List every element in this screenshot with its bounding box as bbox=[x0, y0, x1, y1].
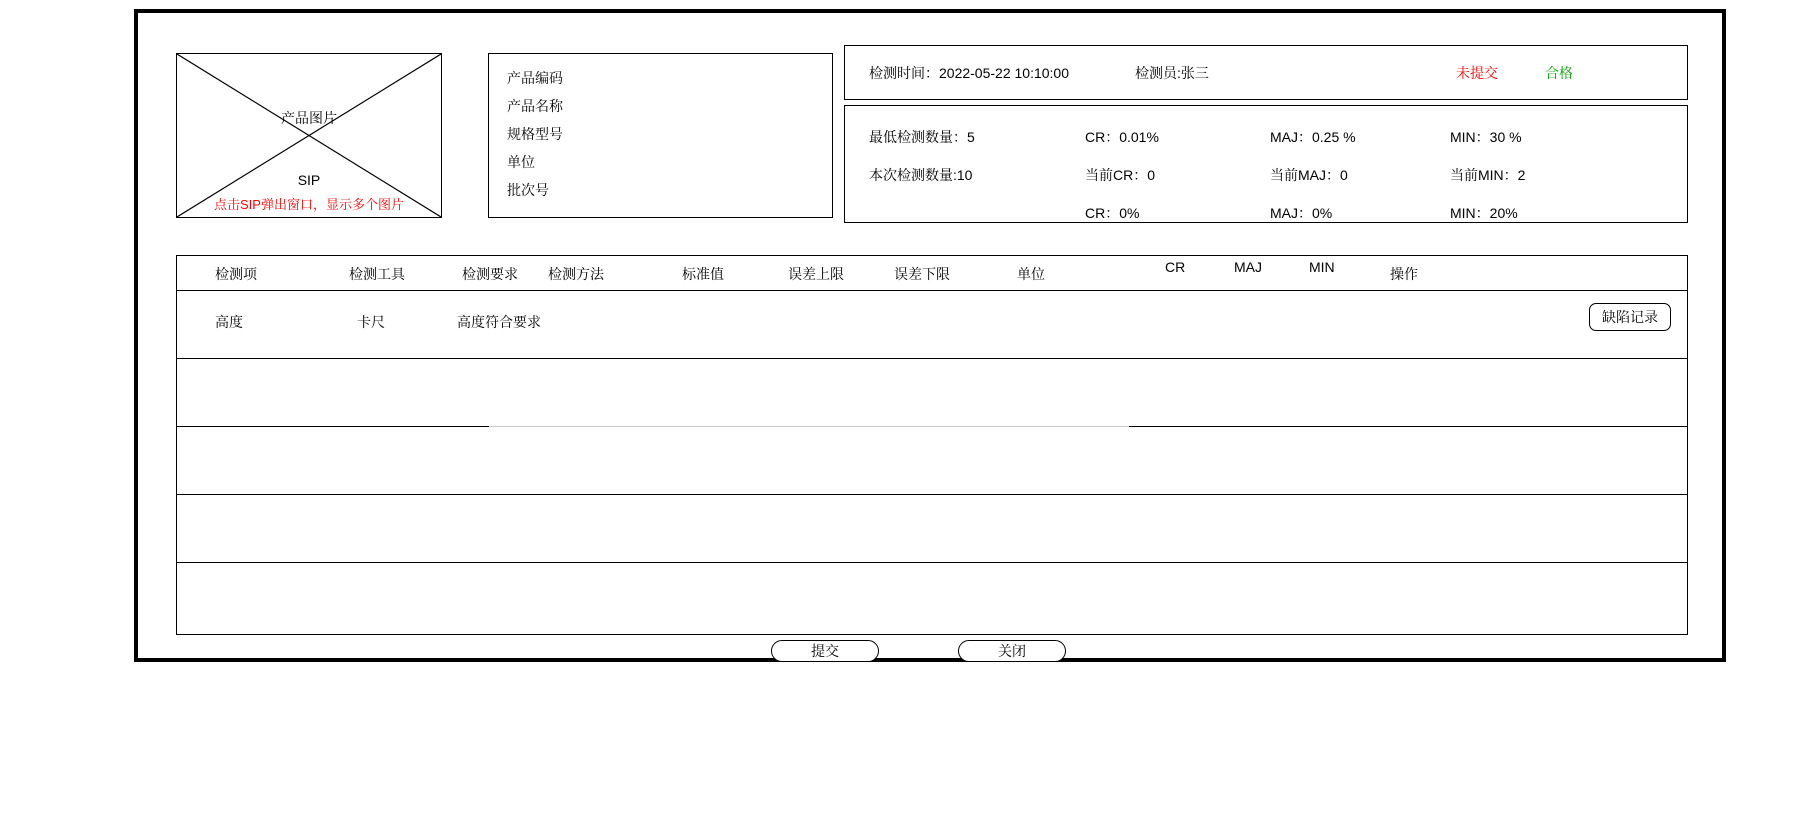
inspection-time-value: 2022-05-22 10:10:00 bbox=[939, 65, 1069, 81]
inspection-counts-panel bbox=[844, 105, 1688, 223]
inspector-label: 检测员: bbox=[1135, 65, 1181, 81]
cell-requirement: 高度符合要求 bbox=[457, 314, 541, 330]
inspection-items-table bbox=[176, 255, 1688, 635]
header-section bbox=[176, 45, 1688, 225]
inspector bbox=[1135, 66, 1209, 80]
product-field-spec: 规格型号 bbox=[507, 126, 563, 142]
column-header-min: MIN bbox=[1309, 259, 1335, 275]
product-field-code: 产品编码 bbox=[507, 70, 563, 86]
table-row[interactable] bbox=[177, 427, 1687, 495]
close-button[interactable]: 关闭 bbox=[958, 640, 1066, 662]
column-header-tool: 检测工具 bbox=[349, 266, 405, 282]
current-quantity-value: :10 bbox=[953, 167, 973, 183]
maj-current: 当前MAJ：0 bbox=[1270, 167, 1348, 183]
column-header-unit: 单位 bbox=[1017, 266, 1045, 282]
table-row[interactable] bbox=[177, 563, 1687, 631]
column-header-action: 操作 bbox=[1390, 266, 1418, 282]
min-quantity-label: 最低检测数量： bbox=[869, 129, 967, 145]
product-image-label: 产品图片 bbox=[281, 110, 337, 126]
column-header-lower: 误差下限 bbox=[894, 266, 950, 282]
inspection-dialog-window bbox=[134, 9, 1726, 662]
footer-actions bbox=[176, 640, 1688, 670]
inspection-meta-panel bbox=[844, 45, 1688, 100]
column-header-requirement: 检测要求 bbox=[462, 266, 518, 282]
inspector-value: 张三 bbox=[1180, 65, 1209, 81]
inspection-time-label: 检测时间： bbox=[869, 65, 939, 81]
column-header-method: 检测方法 bbox=[548, 266, 604, 282]
column-header-cr: CR bbox=[1165, 259, 1186, 275]
cr-rate: CR：0% bbox=[1085, 205, 1140, 221]
column-header-upper: 误差上限 bbox=[788, 266, 844, 282]
inspection-time bbox=[869, 66, 1069, 80]
defect-record-button[interactable]: 缺陷记录 bbox=[1589, 303, 1671, 331]
sip-hint-text: 点击SIP弹出窗口，显示多个图片 bbox=[214, 197, 404, 212]
min-quantity bbox=[869, 130, 975, 144]
cr-standard: CR：0.01% bbox=[1085, 129, 1159, 145]
column-header-maj: MAJ bbox=[1234, 259, 1262, 275]
table-row[interactable] bbox=[177, 495, 1687, 563]
min-current: 当前MIN：2 bbox=[1450, 167, 1526, 183]
qualify-status-badge: 合格 bbox=[1545, 65, 1573, 81]
current-quantity bbox=[869, 168, 972, 182]
submit-button[interactable]: 提交 bbox=[771, 640, 879, 662]
product-field-unit: 单位 bbox=[507, 154, 535, 170]
product-image-placeholder[interactable] bbox=[176, 53, 442, 218]
min-rate: MIN：20% bbox=[1450, 205, 1518, 221]
table-header-row bbox=[177, 256, 1687, 291]
table-row[interactable] bbox=[177, 359, 1687, 427]
maj-rate: MAJ：0% bbox=[1270, 205, 1333, 221]
maj-standard: MAJ：0.25 % bbox=[1270, 129, 1356, 145]
product-info-panel bbox=[488, 53, 833, 218]
product-field-name: 产品名称 bbox=[507, 98, 563, 114]
min-quantity-value: 5 bbox=[967, 129, 975, 145]
cell-tool: 卡尺 bbox=[357, 314, 385, 330]
cr-current: 当前CR：0 bbox=[1085, 167, 1156, 183]
image-cross-icon bbox=[177, 54, 441, 217]
current-quantity-label: 本次检测数量 bbox=[869, 167, 953, 183]
column-header-item: 检测项 bbox=[215, 266, 257, 282]
min-standard: MIN：30 % bbox=[1450, 129, 1522, 145]
cell-item: 高度 bbox=[215, 314, 243, 330]
table-row[interactable] bbox=[177, 291, 1687, 359]
product-field-batch: 批次号 bbox=[507, 182, 549, 198]
column-header-standard: 标准值 bbox=[682, 266, 724, 282]
sip-link[interactable]: SIP bbox=[297, 172, 321, 188]
submit-status-badge: 未提交 bbox=[1456, 65, 1498, 81]
